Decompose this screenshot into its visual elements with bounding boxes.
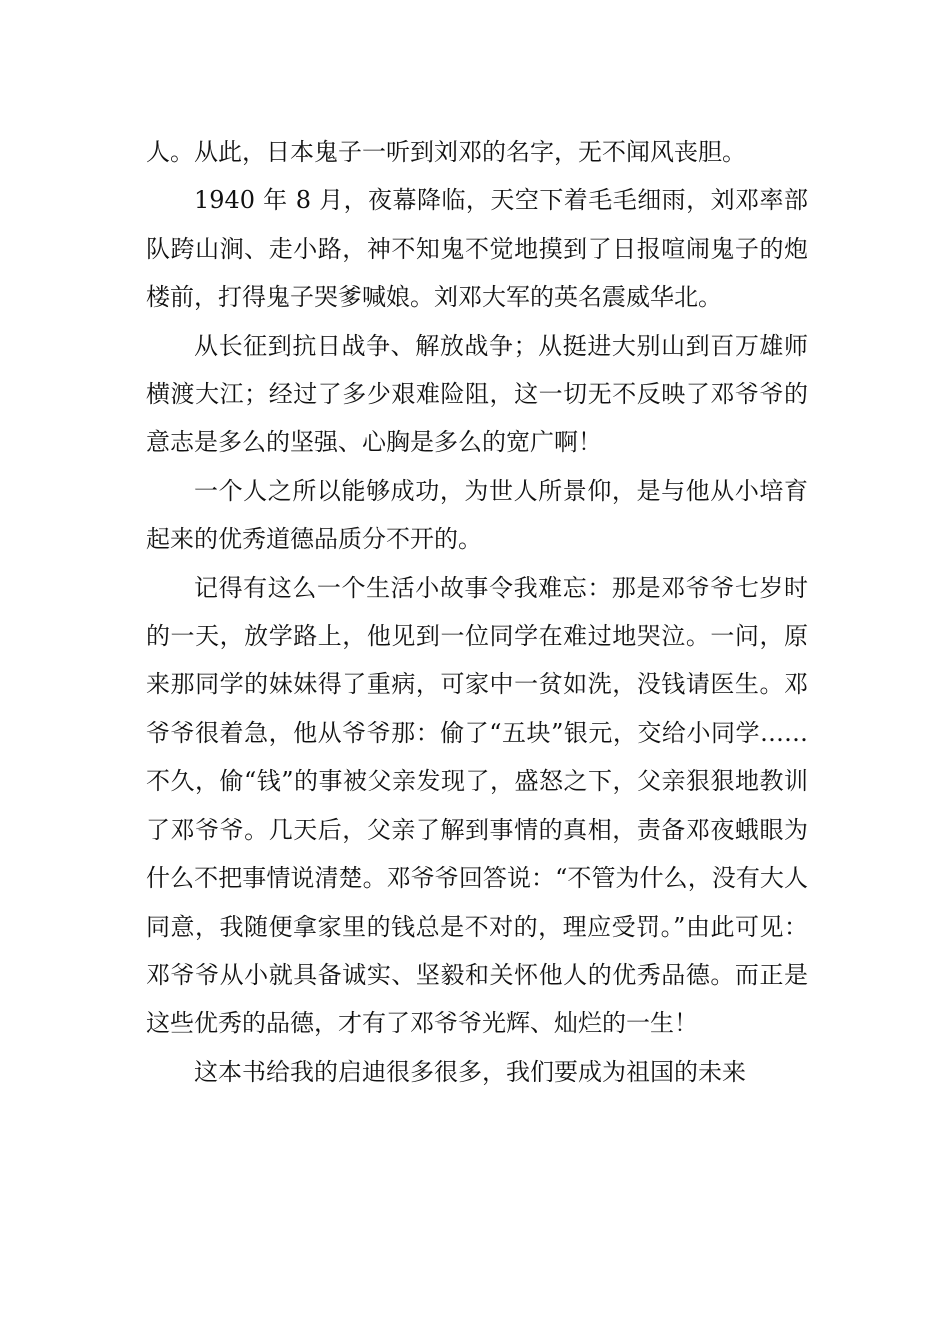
paragraph-1940-raid: 1940 年 8 月，夜幕降临，天空下着毛毛细雨，刘邓率部队跨山涧、走小路，神不知鬼不觉地摸到了日报喧闹鬼子的炮楼前，打得鬼子哭爹喊娘。刘邓大军的英名震威华北。	[146, 186, 808, 312]
paragraph-continuation: 人。从此，日本鬼子一听到刘邓的名字，无不闻风丧胆。	[146, 138, 746, 166]
paragraph-book-inspiration: 这本书给我的启迪很多很多，我们要成为祖国的未来	[194, 1057, 746, 1086]
paragraph-success: 一个人之所以能够成功，为世人所景仰，是与他从小培育起来的优秀道德品质分不开的。	[146, 476, 808, 554]
paragraph-long-march: 从长征到抗日战争、解放战争；从挺进大别山到百万雄师横渡大江；经过了多少艰难险阻，这一切无不反映了邓爷爷的意志是多么的坚强、心胸是多么的宽广啊！	[146, 331, 808, 457]
document-body	[146, 128, 808, 1096]
paragraph-childhood-story: 记得有这么一个生活小故事令我难忘：那是邓爷爷七岁时的一天，放学路上，他见到一位同学在难过地哭泣。一问，原来那同学的妹妹得了重病，可家中一贫如洗，没钱请医生。邓爷爷很着急，他从爷爷那：偷了“五块”银元，交给小同学……不久，偷“钱”的事被父亲发现了，盛怒之下，父亲狠狠地教训了邓爷爷。几天后，父亲了解到事情的真相，责备邓夜蛾眼为什么不把事情说清楚。邓爷爷回答说：“不管为什么，没有大人同意，我随便拿家里的钱总是不对的，理应受罚。”由此可见：邓爷爷从小就具备诚实、坚毅和关怀他人的优秀品德。而正是这些优秀的品德，才有了邓爷爷光辉、灿烂的一生！	[146, 573, 808, 1038]
